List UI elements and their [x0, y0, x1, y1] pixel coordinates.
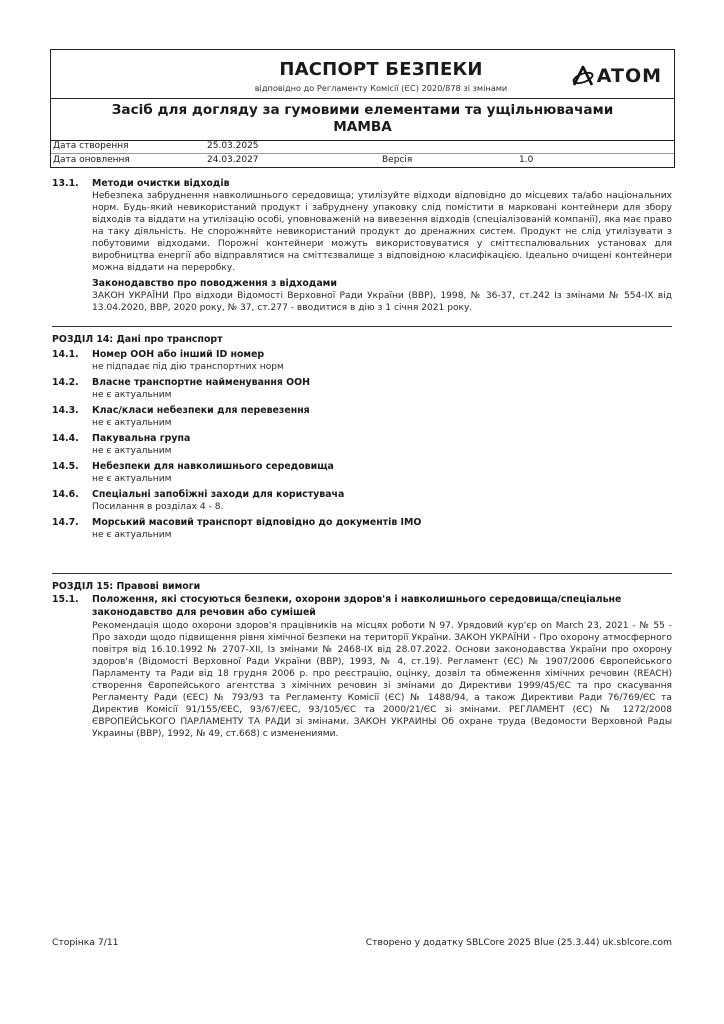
subsection-title: Положення, які стосуються безпеки, охорони здоров'я і навколишнього середовища/спеціальне законодавство для речовин або сумішей [92, 594, 622, 618]
logo-text: ATOM [596, 65, 662, 87]
item-number: 14.6. [52, 489, 79, 500]
item-title: Клас/класи небезпеки для перевезення [92, 405, 310, 416]
waste-methods-text: Небезпека забруднення навколишнього середовища; утилізуйте відходи відповідно до місцевих та/або національних норм. Будь-який невикористаний продукт і забруднену упаковку слід помістити в марковані контейнери для збору відходів та віддати на утилізацію особі, уповноваженій на вивезення відходів (спеціалізованій компанії), яка має право на таку діяльність. Не спорожняйте невикористаний продукт до дренажних систем. Продукт не слід утилізувати з побутовими відходами. Порожні контейнери можуть використовуватися у сміттєспалювальних установах для виробництва енергії або відправлятися на сміттєзвалище з відповідною класифікацією. Ідеально очищені контейнери можна віддати на переробку. [92, 191, 672, 273]
updated-label: Дата оновлення [53, 155, 130, 165]
created-label: Дата створення [53, 141, 129, 151]
item-value: Посилання в розділах 4 - 8. [92, 502, 224, 512]
item-number: 14.3. [52, 405, 79, 416]
section-15-divider [52, 573, 672, 574]
waste-law-title: Законодавство про поводження з відходами [92, 278, 337, 289]
product-name-line2: MAMBA [333, 119, 392, 135]
generator-note: Створено у додатку SBLCore 2025 Blue (25.3.44) uk.sblcore.com [365, 937, 672, 948]
section-14-title: РОЗДІЛ 14: Дані про транспорт [52, 334, 223, 345]
item-value: не є актуальним [92, 446, 172, 456]
item-title: Спеціальні запобіжні заходи для користувача [92, 489, 345, 500]
subsection-title: Методи очистки відходів [92, 178, 230, 189]
item-value: не є актуальним [92, 390, 172, 400]
updated-value: 24.03.2027 [207, 155, 259, 165]
legal-requirements-text: Рекомендація щодо охорони здоров'я працівників на місцях роботи N 97. Урядовий кур'єр on March 23, 2021 - № 55 - Про заходи щодо підвищення рівня хімічної безпеки на території України. ЗАКОН УКРАЇНИ - Про охорону атмосферного повітря від 16.10.1992 № 2707-XII, Із змінами № 2468-IX від 28.07.2022. Основи законодавства України про охорону здоров'я (Відомості Верховної Ради України (ВВР), 1993, № 4, ст.19). Регламент (ЄС) № 1907/2006 Європейського Парламенту та Ради від 18 грудня 2006 р. про реєстрацію, оцінку, дозвіл та обмеження хімічних речовин (REACH) створення Європейського агентства з хімічних речовин зі змінами до Директиви 1999/45/ЄС та про скасування Регламенту Ради (ЄЕС) № 793/93 та Регламенту Комісії (ЄС) № 1488/94, а також Директиви Ради 76/769/ЄС та Директив Комісії 91/155/ЄЕС, 93/67/ЄЕС, 93/105/ЄС та 2000/21/ЄС зі змінами. РЕГЛАМЕНТ (ЄС) № 1272/2008 ЄВРОПЕЙСЬКОГО ПАРЛАМЕНТУ ТА РАДИ зі змінами. ЗАКОН УКРАИНЫ Об охране труда (Ведомости Верховной Рады Украины (ВВР), 1992, № 49, ст.668) с изменениями. [92, 621, 672, 739]
version-label: Версія [382, 155, 413, 165]
subsection-13-1-heading [52, 177, 672, 190]
product-name [61, 102, 664, 136]
document-body [52, 177, 672, 740]
product-name-row [51, 98, 674, 141]
atom-logo [571, 64, 662, 88]
section-14-items [52, 348, 672, 541]
transport-item [52, 376, 672, 401]
waste-law-text: ЗАКОН УКРАЇНИ Про відходи Відомості Верховної Ради України (ВВР), 1998, № 36-37, ст.242 Із змінами № 554-IX від 13.04.2020, ВВР, 2020 року, № 37, ст.277 - вводитися в дію з 1 січня 2021 року. [92, 291, 672, 313]
transport-item [52, 348, 672, 373]
subsection-number: 13.1. [52, 178, 79, 189]
created-row [51, 140, 674, 154]
product-name-line1: Засіб для догляду за гумовими елементами та ущільнювачами [111, 102, 614, 118]
transport-item [52, 488, 672, 513]
transport-item [52, 432, 672, 457]
created-value: 25.03.2025 [207, 141, 259, 151]
version-value: 1.0 [519, 155, 534, 165]
header-title-row [51, 50, 674, 99]
item-value: не є актуальним [92, 530, 172, 540]
transport-item [52, 516, 672, 541]
dates-block [51, 140, 674, 167]
item-number: 14.2. [52, 377, 79, 388]
item-value: не є актуальним [92, 474, 172, 484]
item-number: 14.4. [52, 433, 79, 444]
section-14-divider [52, 326, 672, 327]
document-subtitle: відповідно до Регламенту Комісії (ЄС) 2020/878 зі змінами [254, 83, 508, 93]
document-title: ПАСПОРТ БЕЗПЕКИ [279, 59, 483, 80]
transport-item [52, 404, 672, 429]
section-15-title: РОЗДІЛ 15: Правові вимоги [52, 581, 201, 592]
subsection-15-1-heading [52, 593, 672, 619]
item-title: Власне транспортне найменування ООН [92, 377, 310, 388]
page-number: Сторінка 7/11 [52, 937, 119, 948]
item-title: Морський масовий транспорт відповідно до документів IMO [92, 517, 422, 528]
atom-logo-icon [571, 64, 595, 88]
item-title: Номер ООН або інший ID номер [92, 349, 265, 360]
item-title: Небезпеки для навколишнього середовища [92, 461, 334, 472]
item-number: 14.5. [52, 461, 79, 472]
item-number: 14.7. [52, 517, 79, 528]
item-value: не підпадає під дію транспортних норм [92, 362, 284, 372]
updated-row [51, 154, 674, 167]
document-header [50, 49, 675, 168]
item-number: 14.1. [52, 349, 79, 360]
transport-item [52, 460, 672, 485]
item-value: не є актуальним [92, 418, 172, 428]
subsection-number: 15.1. [52, 594, 79, 605]
item-title: Пакувальна група [92, 433, 191, 444]
